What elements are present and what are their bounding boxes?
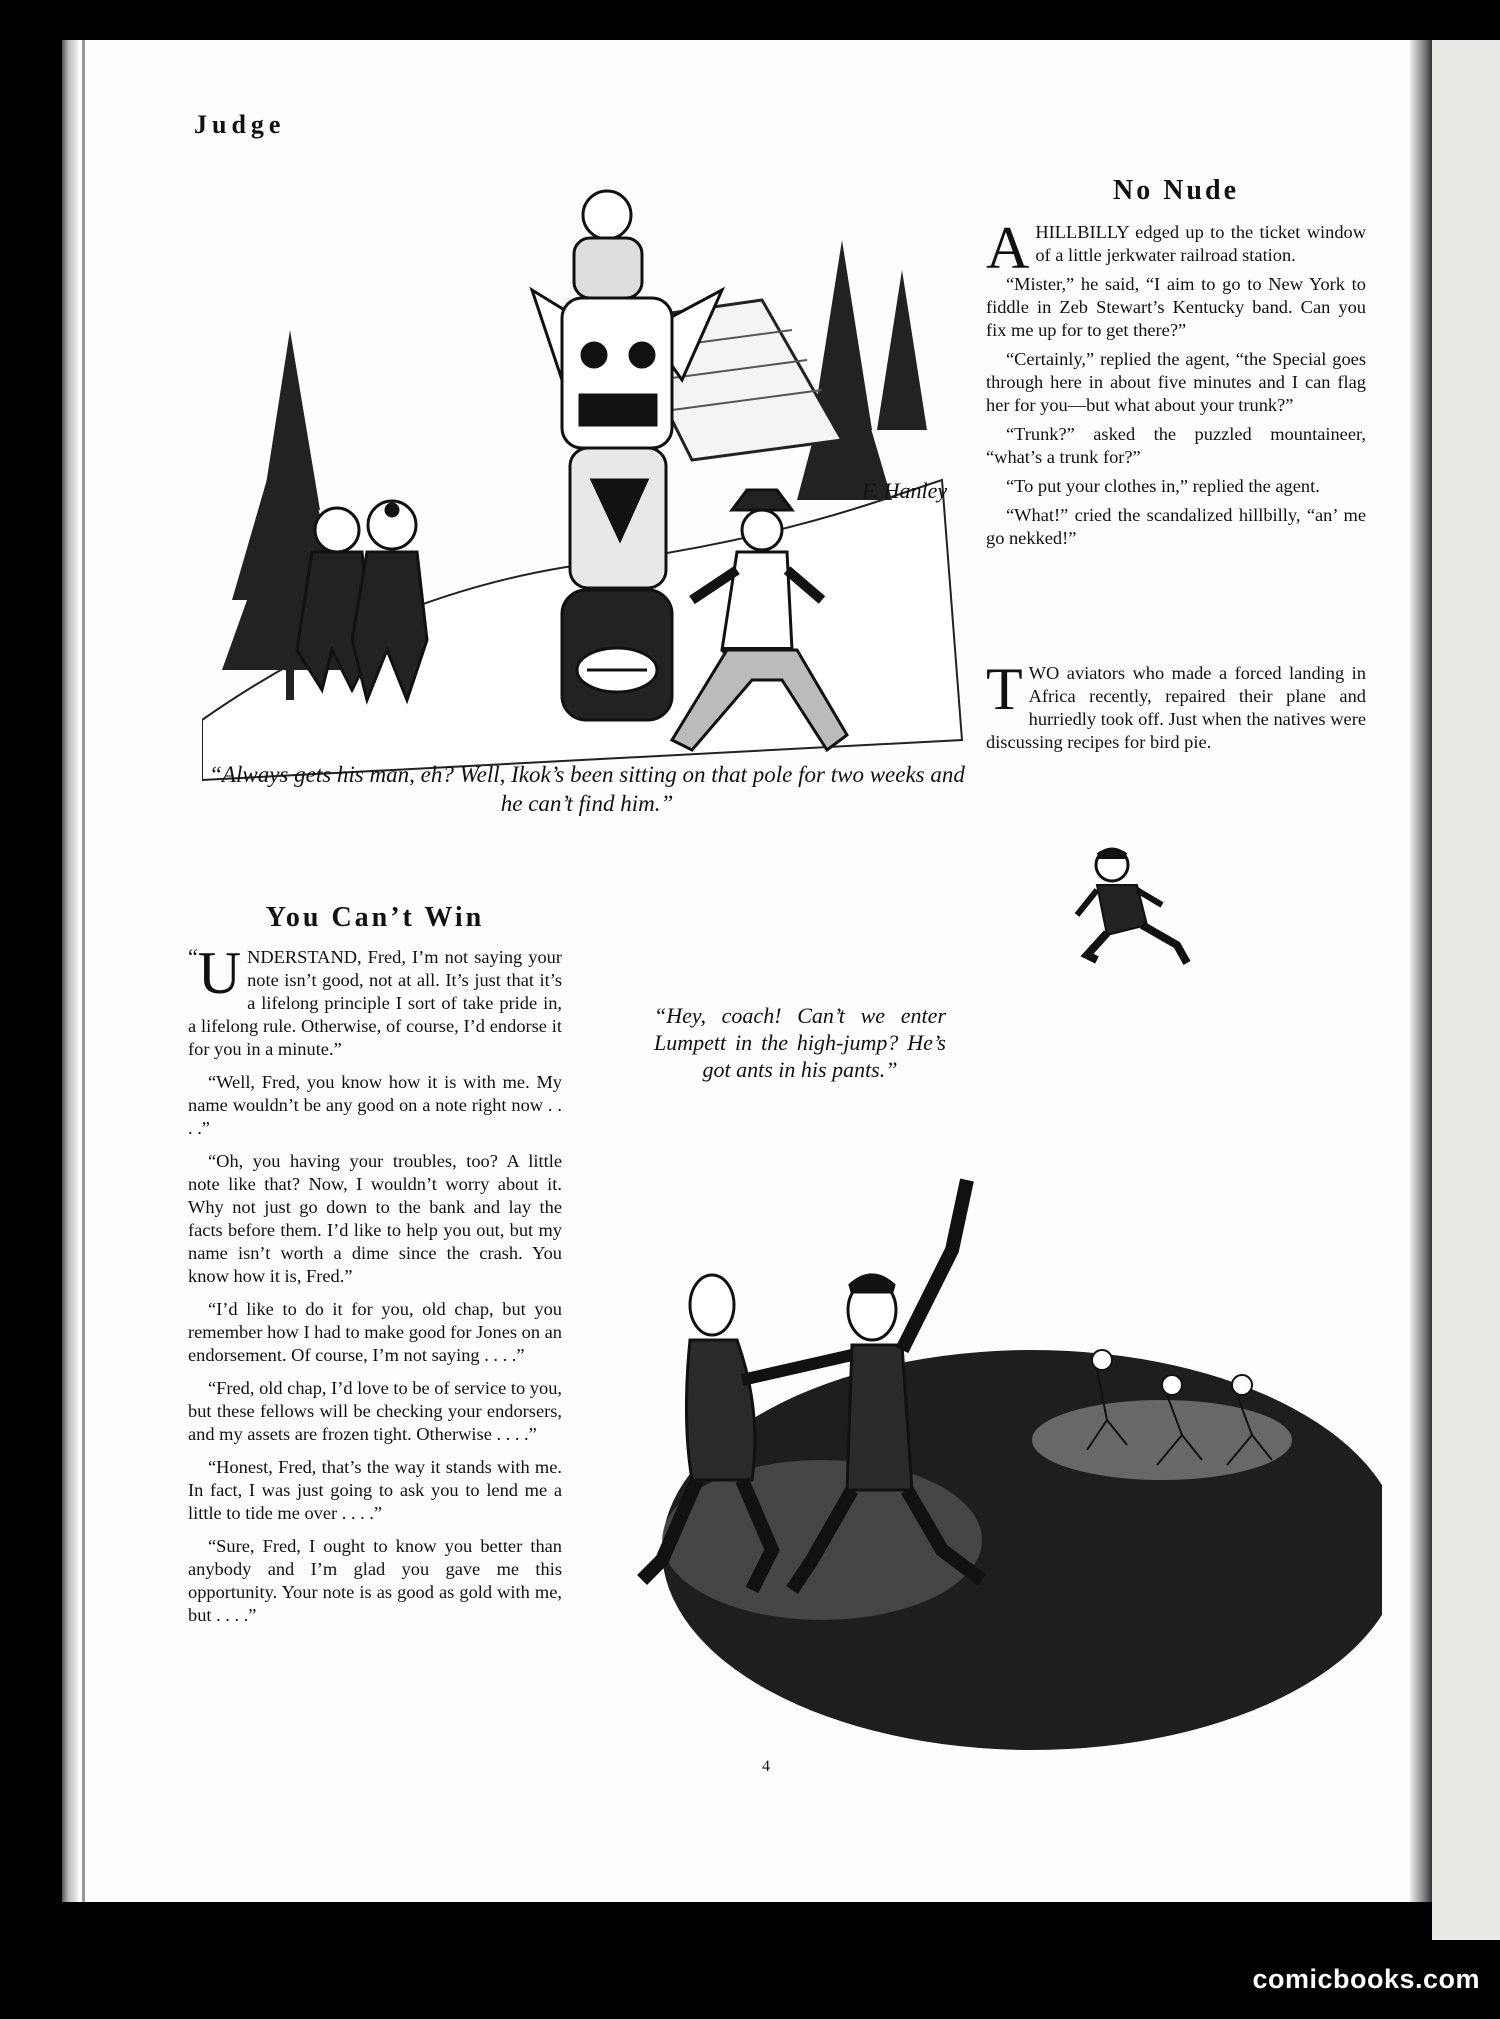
no-nude-paragraph: “Certainly,” replied the agent, “the Special goes through here in about five minutes and I can flag her for you—but what about your trunk?” bbox=[986, 349, 1366, 415]
page-binding bbox=[62, 40, 78, 1902]
you-cant-win-dropcap: U bbox=[197, 940, 242, 1006]
page-number: 4 bbox=[762, 1758, 770, 1775]
no-nude-dropcap: A bbox=[986, 215, 1030, 281]
aviators-dropcap: T bbox=[986, 656, 1023, 722]
you-cant-win-paragraph: NDERSTAND, Fred, I’m not saying your note isn’t good, not at all. It’s just that it’s a lifelong principle I sort of take pride in, a lifelong rule. Otherwise, of course, I’d endorse it for you in a minute.” bbox=[188, 947, 562, 1059]
page-binding-line bbox=[82, 40, 85, 1902]
you-cant-win-paragraph: “Well, Fred, you know how it is with me. My name wouldn’t be any good on a note right now . . . .” bbox=[188, 1072, 562, 1138]
you-cant-win-paragraph: “Honest, Fred, that’s the way it stands with me. In fact, I was just going to ask you to lend me a little to tide me over . . . .” bbox=[188, 1457, 562, 1523]
you-cant-win-paragraph: “I’d like to do it for you, old chap, but you remember how I had to make good for Jones on an endorsement. Of course, I’m not saying . . . .” bbox=[188, 1299, 562, 1365]
two-men-figures bbox=[297, 501, 427, 700]
totem-pole-cartoon bbox=[202, 180, 1002, 820]
no-nude-paragraph: “Mister,” he said, “I aim to go to New York to fiddle in Zeb Stewart’s Kentucky band. Can you fix me up for to get there?” bbox=[986, 274, 1366, 340]
no-nude-paragraph: “To put your clothes in,” replied the agent. bbox=[1006, 476, 1320, 496]
pine-tree-right bbox=[797, 240, 927, 500]
totem-cartoon-caption: “Always gets his man, eh? Well, Ikok’s been sitting on that pole for two weeks and he can’t find him.” bbox=[209, 762, 965, 816]
you-cant-win-paragraph: “Oh, you having your troubles, too? A little note like that? Now, I wouldn’t worry about it. Why not just go down to the bank and lay the facts before them. I’d like to help you out, but my name isn’t worth a dime since the crash. You know how it is, Fred.” bbox=[188, 1151, 562, 1286]
lumpett-jumping-figure bbox=[1067, 845, 1207, 975]
page-right-edge bbox=[1410, 40, 1432, 1902]
you-cant-win-paragraph: “Fred, old chap, I’d love to be of service to you, but these fellows will be checking your endorsers, and my assets are frozen tight. Otherwise . . . .” bbox=[188, 1378, 562, 1444]
you-cant-win-title: You Can’t Win bbox=[265, 902, 485, 933]
watermark-text: comicbooks.com bbox=[1252, 1964, 1480, 1994]
no-nude-paragraph: “What!” cried the scandalized hillbilly, “an’ me go nekked!” bbox=[986, 505, 1366, 548]
no-nude-title: No Nude bbox=[1112, 175, 1239, 206]
track-athletes-cartoon bbox=[602, 1160, 1382, 1780]
magazine-header: Judge bbox=[194, 110, 286, 139]
you-cant-win-article bbox=[188, 902, 562, 1633]
no-nude-article bbox=[986, 175, 1366, 556]
facing-page-edge bbox=[1432, 40, 1500, 1940]
you-cant-win-paragraph: “Sure, Fred, I ought to know you better than anybody and I’m glad you gave me this opportunity. Your note is as good as gold with me, but . . . .” bbox=[188, 1536, 562, 1625]
no-nude-paragraph: HILLBILLY edged up to the ticket window of a little jerkwater railroad station. bbox=[1035, 222, 1366, 265]
magazine-page bbox=[62, 40, 1432, 1902]
aviators-joke bbox=[986, 656, 1366, 760]
coach-cartoon-caption: “Hey, coach! Can’t we enter Lumpett in the high-jump? He’s got ants in his pants.” bbox=[654, 1003, 946, 1082]
signature: F. Hanley bbox=[862, 478, 948, 503]
aviators-text: WO aviators who made a forced landing in Africa recently, repaired their plane and hurriedly took off. Just when the natives were discussing recipes for bird pie. bbox=[986, 663, 1366, 752]
open-quote: “ bbox=[188, 944, 198, 969]
no-nude-paragraph: “Trunk?” asked the puzzled mountaineer, “what’s a trunk for?” bbox=[986, 424, 1366, 467]
